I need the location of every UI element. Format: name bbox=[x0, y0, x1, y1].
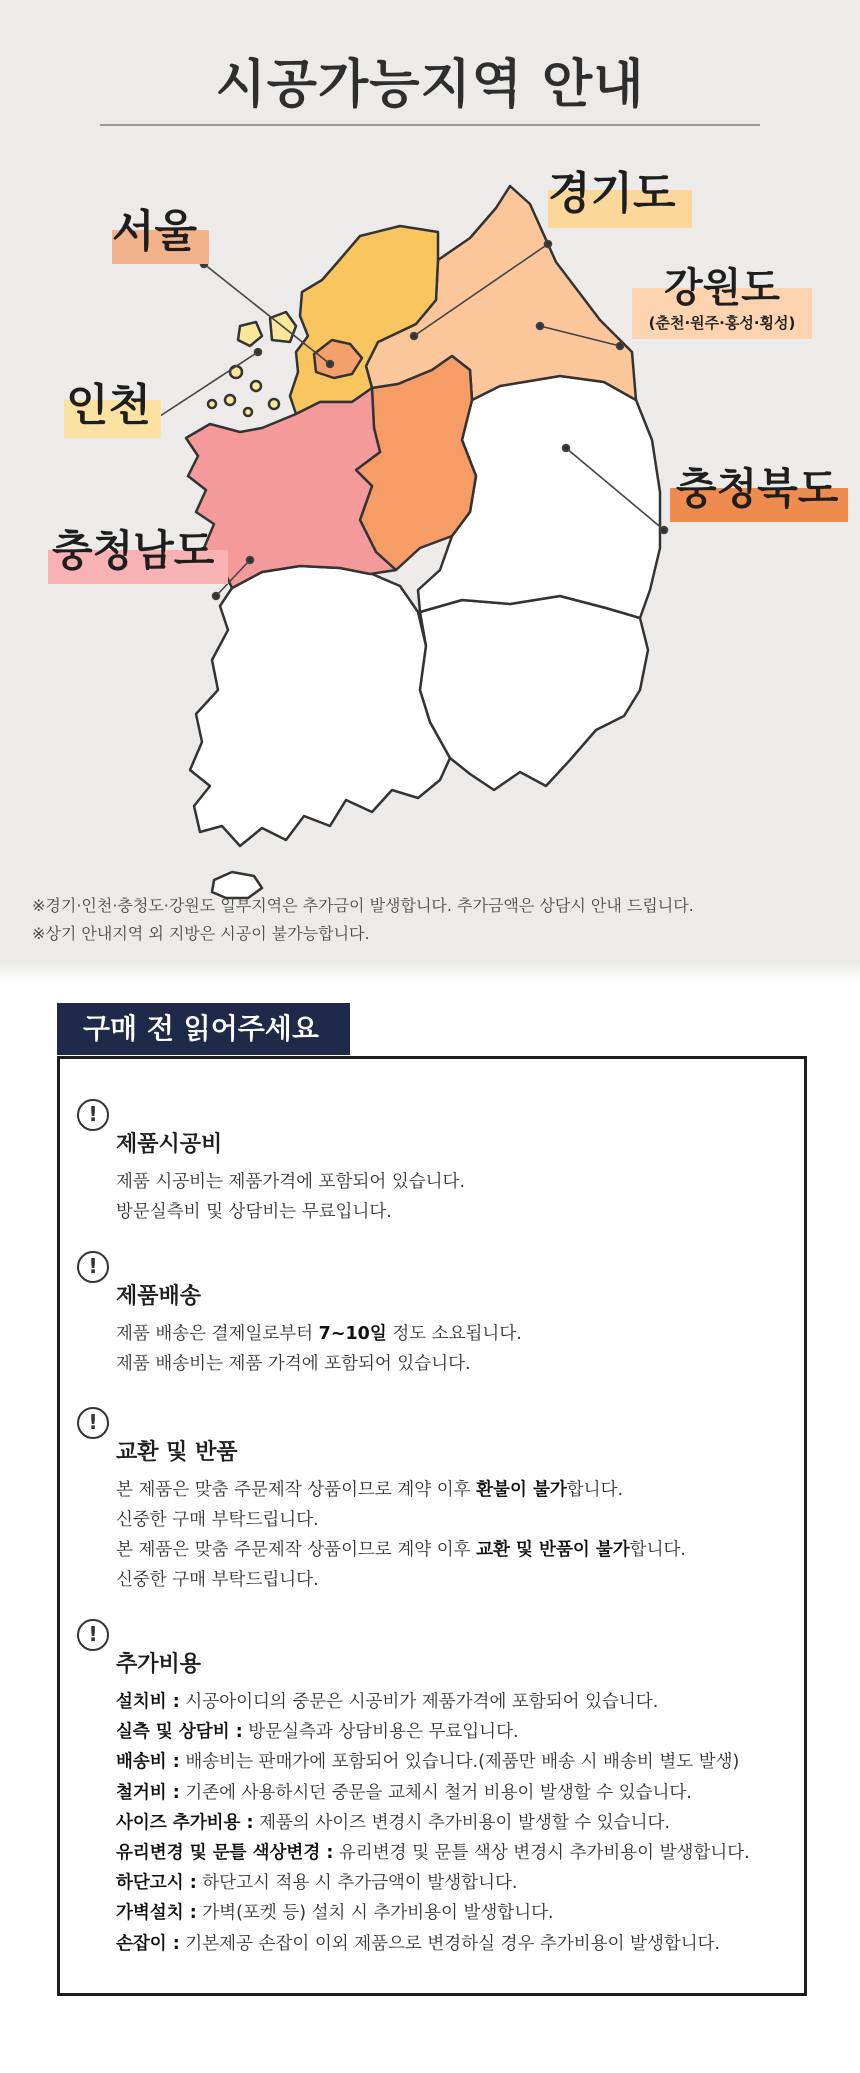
extra-row: 가벽설치 : 가벽(포켓 등) 설치 시 추가비용이 발생합니다. bbox=[116, 1903, 554, 1924]
extra-row: 실측 및 상담비 : 방문실측과 상담비용은 무료입니다. bbox=[116, 1722, 519, 1743]
notice-tab: 구매 전 읽어주세요 bbox=[57, 1003, 350, 1055]
extra-row: 배송비 : 배송비는 판매가에 포함되어 있습니다.(제품만 배송 시 배송비 별도 발생) bbox=[116, 1752, 740, 1773]
extra-row: 유리변경 및 문틀 색상변경 : 유리변경 및 문틀 색상 변경시 추가비용이 발생합니다. bbox=[116, 1843, 750, 1864]
extra-row: 사이즈 추가비용 : 제품의 사이즈 변경시 추가비용이 발생할 수 있습니다. bbox=[116, 1812, 670, 1833]
extra-row: 하단고시 : 하단고시 적용 시 추가금액이 발생합니다. bbox=[116, 1873, 518, 1894]
notice-box bbox=[57, 1056, 807, 1996]
exclamation-icon: ! bbox=[77, 1619, 109, 1651]
notice-item-title: 교환 및 반품 bbox=[116, 1440, 238, 1465]
label-chungbuk: 충청북도 bbox=[676, 468, 838, 510]
notice-section bbox=[0, 960, 860, 2073]
notice-item-body: 제품 시공비는 제품가격에 포함되어 있습니다. 방문실측비 및 상담비는 무료입니다. bbox=[116, 1172, 466, 1222]
notice-item-title: 제품배송 bbox=[116, 1284, 202, 1309]
page-title: 시공가능지역 안내 bbox=[215, 55, 645, 115]
map-section bbox=[0, 0, 860, 960]
label-incheon: 인천 bbox=[66, 384, 151, 428]
notice-item-body: 본 제품은 맞춤 주문제작 상품이므로 계약 이후 환불이 불가합니다. 신중한 구매 부탁드립니다. 본 제품은 맞춤 주문제작 상품이므로 계약 이후 교환 및 반품이 불가합니다. 신중한 구매 부탁드립니다. bbox=[116, 1480, 686, 1590]
extra-row: 철거비 : 기존에 사용하시던 중문을 교체시 철거 비용이 발생할 수 있습니다. bbox=[116, 1782, 692, 1803]
region-jeolla bbox=[190, 566, 450, 846]
region-gyeongnam bbox=[420, 596, 648, 790]
exclamation-icon: ! bbox=[77, 1099, 109, 1131]
exclamation-icon: ! bbox=[77, 1407, 109, 1439]
note-line: ※상기 안내지역 외 지방은 시공이 불가능합니다. bbox=[32, 924, 370, 943]
extra-row: 설치비 : 시공아이디의 중문은 시공비가 제품가격에 포함되어 있습니다. bbox=[116, 1692, 659, 1712]
note-line: ※경기·인천·충청도·강원도 일부지역은 추가금이 발생합니다. 추가금액은 상담시 안내 드립니다. bbox=[32, 896, 694, 915]
extra-row: 손잡이 : 기본제공 손잡이 이외 제품으로 변경하실 경우 추가비용이 발생합니다. bbox=[116, 1933, 721, 1954]
notice-item-title: 제품시공비 bbox=[116, 1132, 223, 1157]
gangwon-sub-label: (춘천·원주·홍성·횡성) bbox=[648, 314, 796, 332]
label-seoul: 서울 bbox=[112, 210, 197, 254]
map-notes bbox=[32, 892, 694, 948]
label-gangwon: 강원도 (춘천·원주·홍성·횡성) bbox=[634, 268, 810, 331]
exclamation-icon: ! bbox=[77, 1251, 109, 1283]
label-gyeonggi: 경기도 bbox=[548, 172, 676, 216]
section-divider bbox=[0, 960, 860, 982]
notice-item-body bbox=[116, 1687, 750, 1959]
notice-item-title: 추가비용 bbox=[116, 1652, 202, 1677]
notice-item-body: 제품 배송은 결제일로부터 7~10일 정도 소요됩니다. 제품 배송비는 제품 가격에 포함되어 있습니다. bbox=[116, 1324, 522, 1374]
label-chungnam: 충청남도 bbox=[52, 530, 214, 572]
region-incheon bbox=[208, 312, 296, 416]
